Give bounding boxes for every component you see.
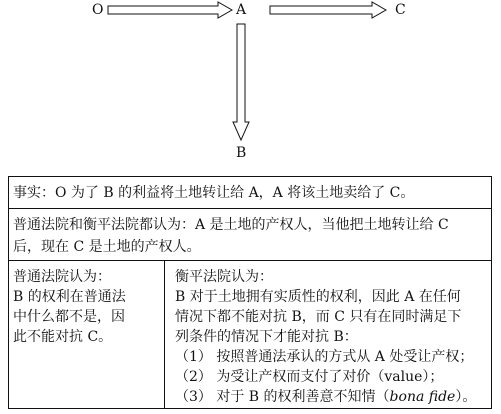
arrow-a-to-b	[233, 24, 249, 140]
equity-condition-1: （1） 按照普通法承认的方式从 A 处受让产权；	[175, 349, 474, 365]
equity-condition-2: （2） 为受让产权而支付了对价（value）；	[175, 369, 444, 385]
arrow-o-to-a	[108, 2, 232, 18]
transfer-diagram	[0, 0, 501, 160]
both-courts-line-1: 普通法院和衡平法院都认为：A 是土地的产权人，当他把土地转让给 C	[13, 217, 449, 233]
common-law-line: 此不能对抗 C。	[13, 329, 113, 345]
common-law-cell	[9, 261, 165, 408]
equity-condition-3	[175, 387, 483, 407]
facts-text: 事实：O 为了 B 的利益将土地转让给 A，A 将该土地卖给了 C。	[13, 185, 415, 201]
both-courts-line-2: 后，现在 C 是土地的产权人。	[13, 239, 201, 255]
condition-3-italic: bona fide	[389, 389, 456, 405]
equity-line: 列条件的情况下才能对抗 B：	[175, 329, 358, 345]
explanation-table	[8, 176, 492, 409]
condition-3-suffix: ）。	[455, 389, 477, 405]
common-law-heading: 普通法院认为：	[13, 269, 111, 285]
node-a: A	[236, 2, 247, 18]
node-o: O	[92, 2, 104, 18]
facts-row	[9, 177, 491, 209]
court-views-row	[9, 261, 491, 408]
common-law-line: B 的权利在普通法	[13, 289, 126, 305]
condition-3-prefix: （3） 对于 B 的权利善意不知情（	[175, 389, 390, 405]
equity-line: B 对于土地拥有实质性的权利，因此 A 在任何	[175, 289, 461, 305]
node-c: C	[395, 2, 406, 18]
equity-heading: 衡平法院认为：	[175, 269, 273, 285]
equity-cell	[165, 261, 491, 408]
arrow-a-to-c	[270, 2, 386, 18]
both-courts-row	[9, 209, 491, 261]
equity-line: 情况下都不能对抗 B，而 C 只有在同时满足下	[175, 309, 462, 325]
common-law-line: 中什么都不是，因	[13, 309, 125, 325]
node-b: B	[236, 145, 247, 161]
